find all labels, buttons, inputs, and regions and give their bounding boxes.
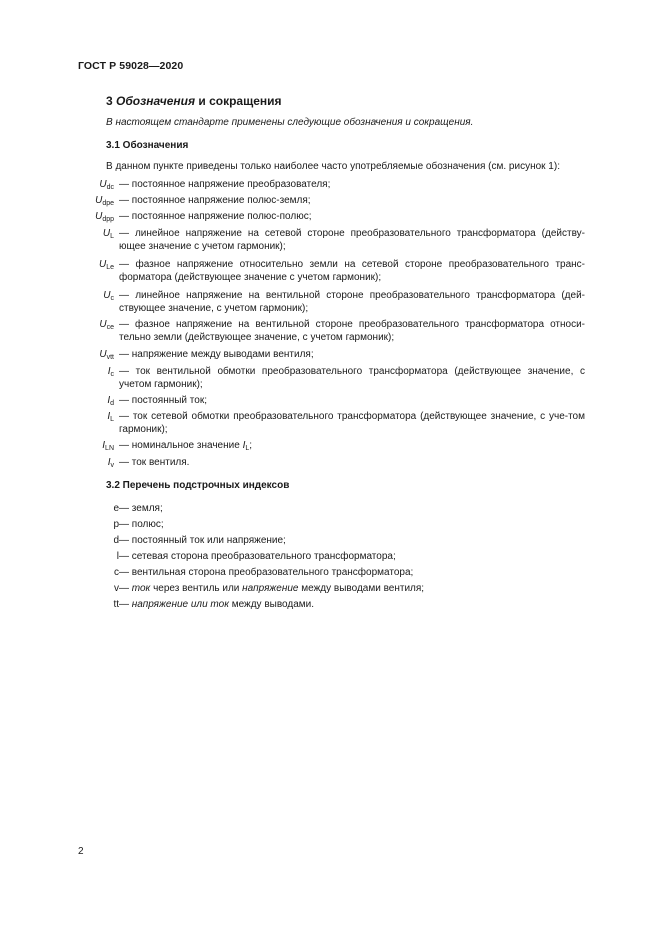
definition-symbol: $U_{Le}$ bbox=[98, 259, 114, 271]
index-key: p bbox=[113, 519, 119, 530]
document-header: ГОСТ Р 59028—2020 bbox=[78, 60, 184, 72]
definition-symbol: $I_d$ bbox=[107, 395, 114, 407]
index-text: — вентильная сторона преобразовательного трансформатора; bbox=[119, 567, 414, 578]
index-key: d bbox=[113, 535, 119, 546]
definition-symbol: $I_c$ bbox=[107, 366, 114, 378]
index-key: v bbox=[114, 583, 119, 594]
definition-symbol: $I_L$ bbox=[107, 411, 114, 423]
section-title bbox=[106, 94, 282, 108]
section-intro: В настоящем стандарте применены следующие обозначения и сокращения. bbox=[106, 117, 474, 128]
definition-text: — постоянное напряжение полюс-полюс; bbox=[119, 211, 312, 222]
index-text: — постоянный ток или напряжение; bbox=[119, 535, 286, 546]
definition-text: — постоянное напряжение полюс-земля; bbox=[119, 195, 311, 206]
definition-symbol: $U_{vtt}$ bbox=[99, 349, 114, 361]
definition-text: — постоянный ток; bbox=[119, 395, 207, 406]
section-title-rest: и сокращения bbox=[198, 94, 282, 108]
index-text: — земля; bbox=[119, 503, 163, 514]
definition-symbol: $U_{dpp}$ bbox=[95, 211, 114, 223]
definition-symbol: $U_{dpe}$ bbox=[95, 195, 114, 207]
definition-symbol: $U_{ce}$ bbox=[99, 319, 114, 331]
definition-text: — номинальное значение $I_L$; bbox=[119, 440, 253, 452]
definition-text: — ток вентиля. bbox=[119, 457, 190, 468]
definition-text: — постоянное напряжение преобразователя; bbox=[119, 179, 331, 190]
definition-text: — напряжение между выводами вентиля; bbox=[119, 349, 314, 360]
definition-text: — фазное напряжение на вентильной стороне преобразовательного трансформатора относи-тельно земли (действующее значение, с учетом гармоник); bbox=[119, 319, 585, 343]
definition-text: — линейное напряжение на сетевой стороне преобразовательного трансформатора (действу-ющее значение с учетом гармоник); bbox=[119, 228, 585, 252]
definition-text: — ток сетевой обмотки преобразовательного трансформатора (действующее значение, с уче-том гармоник); bbox=[119, 411, 585, 435]
definition-symbol: $I_{LN}$ bbox=[102, 440, 114, 452]
subsection-intro-3-1: В данном пункте приведены только наиболее часто употребляемые обозначения (см. рисунок 1): bbox=[106, 161, 560, 172]
definition-text: — линейное напряжение на вентильной стороне преобразовательного трансформатора (дей-ствующее значение, с учетом гармоник); bbox=[119, 290, 585, 314]
section-title-italic: Обозначения bbox=[116, 94, 196, 108]
index-key: c bbox=[114, 567, 119, 578]
index-text: — ток через вентиль или напряжение между выводами вентиля; bbox=[119, 583, 425, 594]
subsection-heading-3-2: 3.2 Перечень подстрочных индексов bbox=[106, 480, 290, 491]
definition-symbol: $U_L$ bbox=[102, 228, 114, 240]
definition-text: — ток вентильной обмотки преобразовательного трансформатора (действующее значение, с учетом гармоник); bbox=[119, 366, 585, 390]
index-key: l bbox=[116, 551, 119, 562]
definition-text: — фазное напряжение относительно земли на сетевой стороне преобразовательного транс-форматора (действующее значение с учетом гармоник); bbox=[119, 259, 585, 283]
subsection-heading-3-1: 3.1 Обозначения bbox=[106, 140, 189, 151]
definition-symbol: $I_v$ bbox=[107, 457, 114, 469]
index-text: — напряжение или ток между выводами. bbox=[119, 599, 315, 610]
definition-symbol: $U_c$ bbox=[103, 290, 114, 302]
index-text: — полюс; bbox=[119, 519, 164, 530]
page-number: 2 bbox=[78, 846, 84, 857]
definition-symbol: $U_{dc}$ bbox=[99, 179, 114, 191]
index-key: e bbox=[113, 503, 119, 514]
index-key: tt bbox=[113, 599, 119, 610]
section-number: 3 bbox=[106, 94, 113, 108]
index-text: — сетевая сторона преобразовательного трансформатора; bbox=[119, 551, 396, 562]
